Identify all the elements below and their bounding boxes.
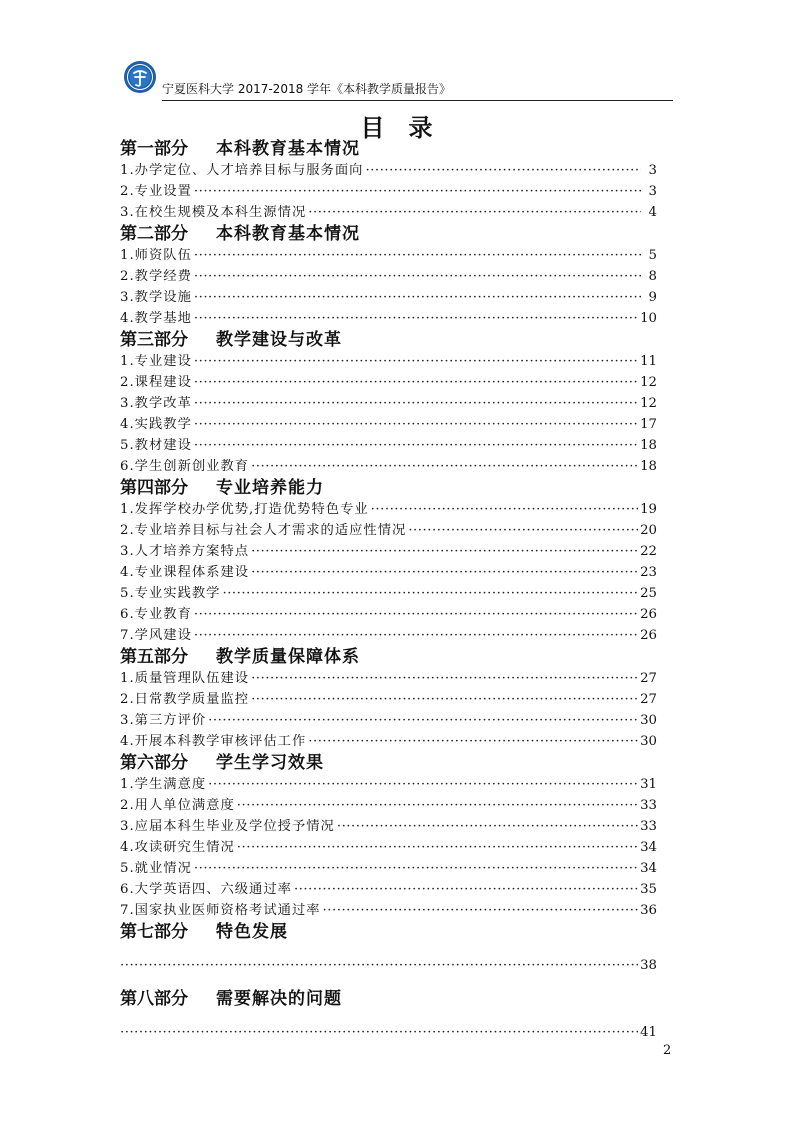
section-title: 专业培养能力 (216, 478, 324, 498)
entry-page-number: 26 (640, 607, 657, 622)
entry-label: 1.办学定位、人才培养目标与服务面向 (120, 163, 364, 178)
section-title: 学生学习效果 (216, 753, 324, 773)
entry-label: 1.学生满意度 (120, 777, 207, 792)
entry-page-number: 30 (640, 713, 657, 728)
section-part-label: 第一部分 (120, 139, 188, 159)
section-part-label: 第五部分 (120, 647, 188, 667)
dot-leader (308, 731, 638, 752)
entry-label: 7.学风建设 (120, 628, 192, 643)
dot-leader (194, 858, 638, 879)
dot-leader (194, 372, 638, 393)
toc-entry[interactable] (120, 795, 657, 816)
toc-entry[interactable] (120, 393, 657, 414)
entry-page-number: 34 (640, 861, 657, 876)
toc-entry[interactable] (120, 858, 657, 879)
entry-label: 3.第三方评价 (120, 713, 207, 728)
dot-leader (208, 710, 638, 731)
entry-page-number: 5 (648, 248, 657, 263)
toc-entry[interactable] (120, 308, 657, 329)
entry-page-number: 9 (648, 290, 657, 305)
entry-label: 6.学生创新创业教育 (120, 459, 250, 474)
toc-entry[interactable] (120, 181, 657, 202)
entry-page-number: 11 (640, 354, 657, 369)
header-divider (162, 100, 673, 101)
toc-entry[interactable] (120, 1022, 657, 1043)
entry-page-number: 20 (640, 523, 657, 538)
dot-leader (194, 181, 641, 202)
section-part-label: 第八部分 (120, 989, 188, 1009)
dot-leader (251, 541, 638, 562)
section-part-label: 第二部分 (120, 224, 188, 244)
dot-leader (251, 668, 638, 689)
entry-page-number: 17 (640, 417, 657, 432)
dot-leader (194, 414, 638, 435)
dot-leader (194, 308, 638, 329)
toc-entry[interactable] (120, 604, 657, 625)
entry-page-number: 34 (640, 840, 657, 855)
entry-page-number: 38 (640, 958, 657, 973)
dot-leader (365, 160, 641, 181)
section-heading[interactable] (120, 988, 657, 1010)
section-spacer (120, 976, 657, 988)
entry-label: 3.教学设施 (120, 290, 192, 305)
section-part-label: 第六部分 (120, 753, 188, 773)
entry-label: 3.教学改革 (120, 396, 192, 411)
dot-leader (194, 287, 641, 308)
entry-label: 2.专业培养目标与社会人才需求的适应性情况 (120, 523, 407, 538)
dot-leader (251, 689, 638, 710)
section-heading[interactable] (120, 223, 657, 245)
toc-section (120, 988, 657, 1043)
entry-label: 7.国家执业医师资格考试通过率 (120, 903, 321, 918)
entry-label: 4.实践教学 (120, 417, 192, 432)
toc-section (120, 477, 657, 646)
dot-leader (194, 604, 638, 625)
entry-label: 1.质量管理队伍建设 (120, 671, 250, 686)
entry-label: 4.专业课程体系建设 (120, 565, 250, 580)
dot-leader (194, 625, 638, 646)
entry-page-number: 41 (640, 1025, 657, 1040)
section-part-label: 第四部分 (120, 478, 188, 498)
entry-label: 3.在校生规模及本科生源情况 (120, 205, 307, 220)
entry-page-number: 36 (640, 903, 657, 918)
toc-entry[interactable] (120, 202, 657, 223)
section-spacer (120, 1010, 657, 1022)
toc-section (120, 921, 657, 988)
entry-label: 2.专业设置 (120, 184, 192, 199)
toc-entry[interactable] (120, 625, 657, 646)
section-title: 特色发展 (216, 922, 288, 942)
section-title: 本科教育基本情况 (216, 139, 360, 159)
section-title: 需要解决的问题 (216, 989, 342, 1009)
toc-entry[interactable] (120, 774, 657, 795)
toc-entry[interactable] (120, 499, 657, 520)
toc-title: 目录 (360, 113, 457, 142)
section-heading[interactable] (120, 329, 657, 351)
toc-entry[interactable] (120, 520, 657, 541)
entry-page-number: 31 (640, 777, 657, 792)
entry-page-number: 18 (640, 438, 657, 453)
toc-section (120, 138, 657, 223)
toc-section (120, 752, 657, 921)
entry-label: 2.课程建设 (120, 375, 192, 390)
toc-entry[interactable] (120, 710, 657, 731)
toc-entry[interactable] (120, 583, 657, 604)
toc-entry[interactable] (120, 689, 657, 710)
entry-label: 4.开展本科教学审核评估工作 (120, 734, 307, 749)
toc-entry[interactable] (120, 837, 657, 858)
entry-label: 5.就业情况 (120, 861, 192, 876)
entry-page-number: 8 (648, 269, 657, 284)
toc-entry[interactable] (120, 955, 657, 976)
entry-label: 3.应届本科生毕业及学位授予情况 (120, 819, 335, 834)
page-header (118, 60, 673, 102)
entry-label: 6.大学英语四、六级通过率 (120, 882, 292, 897)
section-title: 教学质量保障体系 (216, 647, 360, 667)
dot-leader (194, 245, 641, 266)
entry-label: 2.用人单位满意度 (120, 798, 235, 813)
toc-entry[interactable] (120, 351, 657, 372)
entry-page-number: 12 (640, 396, 657, 411)
entry-page-number: 12 (640, 375, 657, 390)
toc-entry[interactable] (120, 266, 657, 287)
toc-section (120, 329, 657, 477)
dot-leader (120, 1022, 638, 1043)
entry-page-number: 23 (640, 565, 657, 580)
entry-label: 3.人才培养方案特点 (120, 544, 250, 559)
dot-leader (308, 202, 641, 223)
entry-label: 4.攻读研究生情况 (120, 840, 235, 855)
section-heading[interactable] (120, 477, 657, 499)
entry-label: 5.专业实践教学 (120, 586, 221, 601)
dot-leader (251, 562, 638, 583)
dot-leader (222, 583, 638, 604)
toc-entry[interactable] (120, 372, 657, 393)
entry-page-number: 27 (640, 692, 657, 707)
entry-page-number: 4 (648, 205, 657, 220)
page-number: 2 (663, 1043, 672, 1058)
entry-page-number: 3 (648, 163, 657, 178)
section-part-label: 第七部分 (120, 922, 188, 942)
dot-leader (194, 435, 638, 456)
section-heading[interactable] (120, 138, 657, 160)
section-heading[interactable] (120, 646, 657, 668)
toc-entry[interactable] (120, 541, 657, 562)
section-heading[interactable] (120, 752, 657, 774)
entry-label: 5.教材建设 (120, 438, 192, 453)
university-logo (123, 60, 157, 94)
header-title: 宁夏医科大学 2017-2018 学年《本科教学质量报告》 (162, 82, 452, 96)
dot-leader (251, 456, 638, 477)
dot-leader (337, 816, 638, 837)
dot-leader (323, 900, 639, 921)
toc-entry[interactable] (120, 731, 657, 752)
entry-page-number: 30 (640, 734, 657, 749)
entry-page-number: 18 (640, 459, 657, 474)
entry-page-number: 26 (640, 628, 657, 643)
toc-entry[interactable] (120, 435, 657, 456)
toc-entry[interactable] (120, 245, 657, 266)
toc-entry[interactable] (120, 414, 657, 435)
entry-page-number: 19 (640, 502, 657, 517)
toc-entry[interactable] (120, 668, 657, 689)
dot-leader (194, 393, 638, 414)
dot-leader (120, 955, 638, 976)
entry-page-number: 25 (640, 586, 657, 601)
entry-page-number: 35 (640, 882, 657, 897)
dot-leader (194, 266, 641, 287)
dot-leader (371, 499, 638, 520)
entry-label: 1.专业建设 (120, 354, 192, 369)
section-title: 教学建设与改革 (216, 330, 342, 350)
dot-leader (237, 837, 638, 858)
dot-leader (194, 351, 638, 372)
table-of-contents (120, 138, 657, 1043)
dot-leader (237, 795, 638, 816)
section-title: 本科教育基本情况 (216, 224, 360, 244)
entry-label: 4.教学基地 (120, 311, 192, 326)
toc-entry[interactable] (120, 900, 657, 921)
toc-entry[interactable] (120, 287, 657, 308)
entry-page-number: 3 (648, 184, 657, 199)
entry-label: 2.日常教学质量监控 (120, 692, 250, 707)
dot-leader (408, 520, 638, 541)
entry-page-number: 27 (640, 671, 657, 686)
toc-entry[interactable] (120, 456, 657, 477)
entry-label: 1.师资队伍 (120, 248, 192, 263)
toc-entry[interactable] (120, 160, 657, 181)
toc-section (120, 646, 657, 752)
entry-label: 2.教学经费 (120, 269, 192, 284)
entry-label: 1.发挥学校办学优势,打造优势特色专业 (120, 502, 369, 517)
dot-leader (208, 774, 638, 795)
entry-page-number: 33 (640, 798, 657, 813)
dot-leader (294, 879, 638, 900)
entry-page-number: 22 (640, 544, 657, 559)
toc-entry[interactable] (120, 562, 657, 583)
entry-page-number: 33 (640, 819, 657, 834)
toc-entry[interactable] (120, 879, 657, 900)
entry-label: 6.专业教育 (120, 607, 192, 622)
toc-section (120, 223, 657, 329)
section-part-label: 第三部分 (120, 330, 188, 350)
entry-page-number: 10 (640, 311, 657, 326)
toc-entry[interactable] (120, 816, 657, 837)
section-heading[interactable] (120, 921, 657, 943)
section-spacer (120, 943, 657, 955)
